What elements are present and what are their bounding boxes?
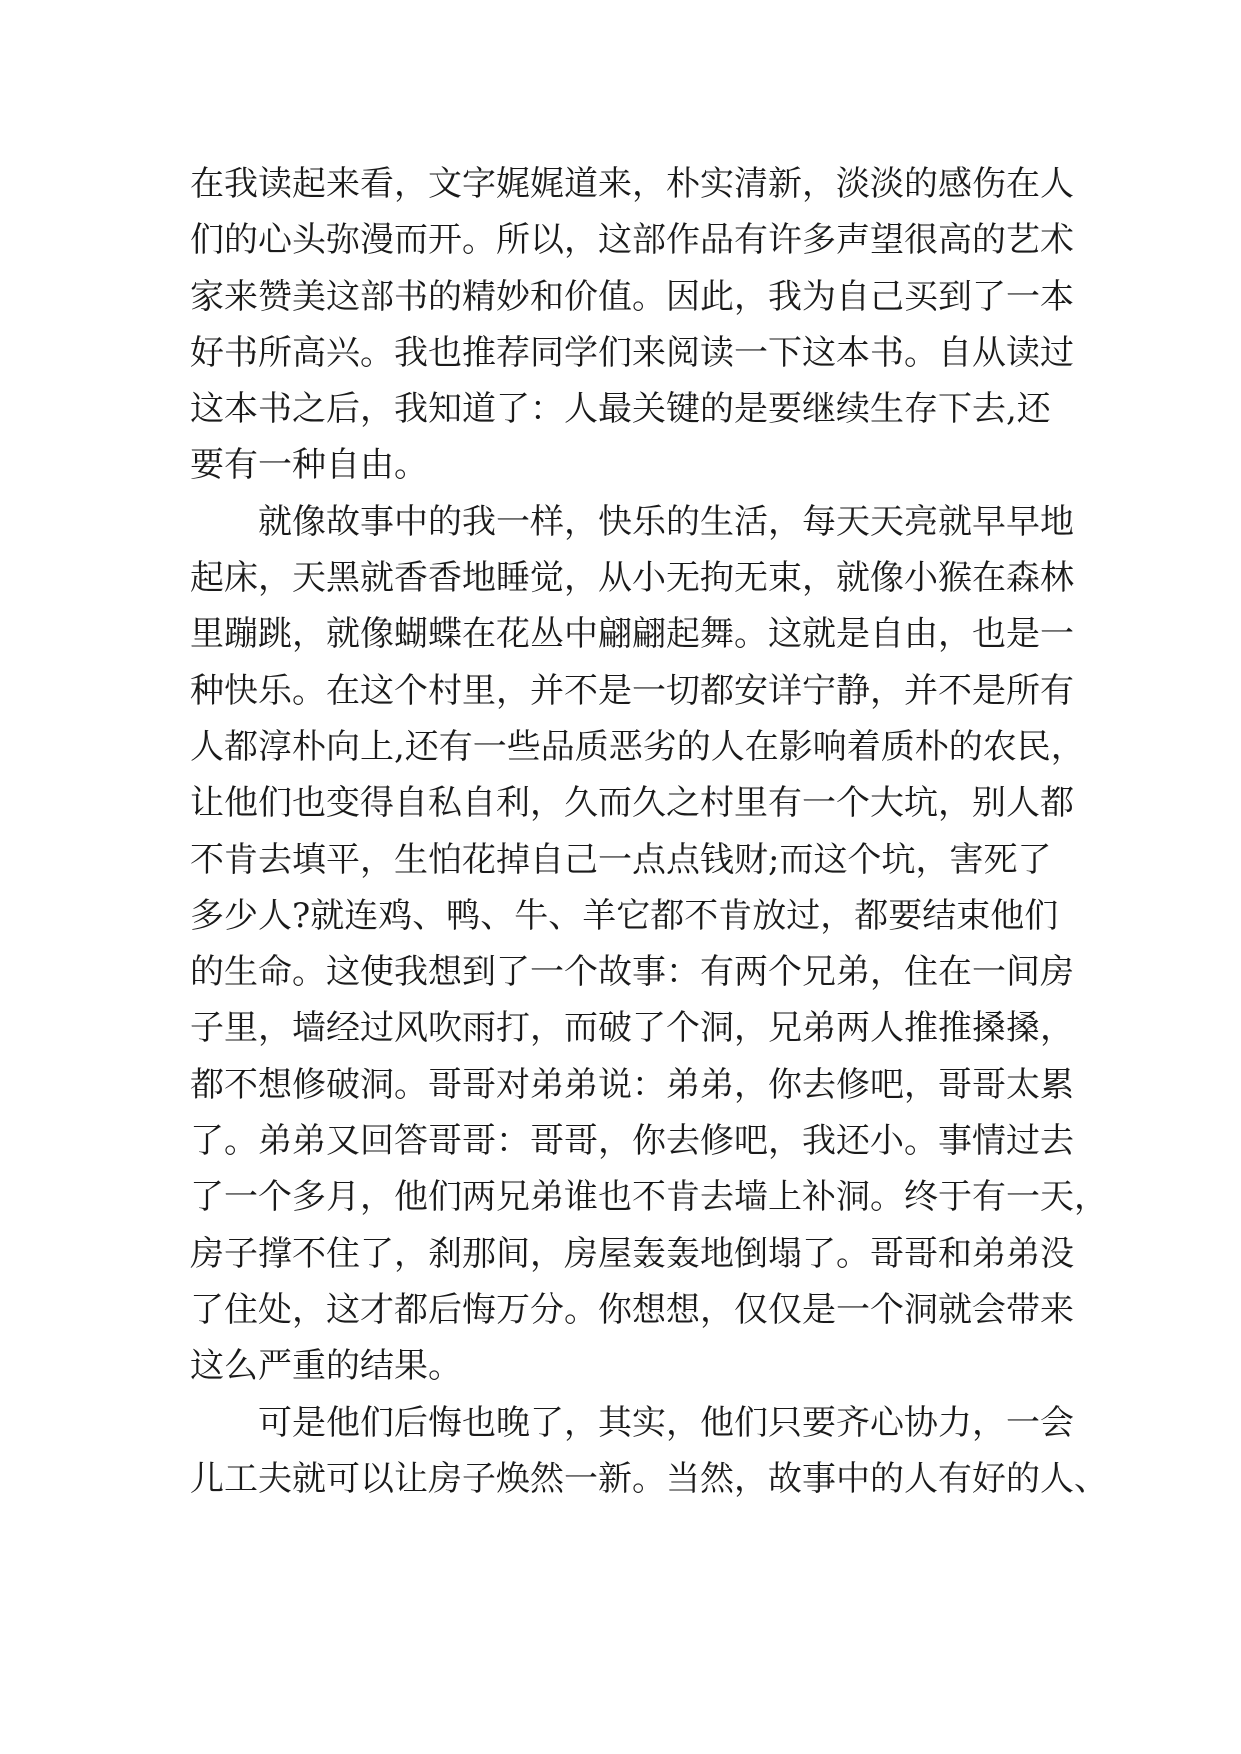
text-line: 这么严重的结果。 [190,1346,462,1387]
text-line: 多少人?就连鸡、鸭、牛、羊它都不肯放过，都要结束他们 [190,895,1059,936]
text-line: 家来赞美这部书的精妙和价值。因此，我为自己买到了一本 [190,276,1074,317]
text-line: 这本书之后，我知道了：人最关键的是要继续生存下去,还 [190,389,1051,430]
text-line: 要有一种自由。 [190,445,428,486]
text-line: 房子撑不住了，刹那间，房屋轰轰地倒塌了。哥哥和弟弟没 [190,1233,1074,1274]
text-line: 了住处，这才都后悔万分。你想想，仅仅是一个洞就会带来 [190,1289,1074,1330]
text-line: 让他们也变得自私自利，久而久之村里有一个大坑，别人都 [190,783,1074,824]
text-line: 种快乐。在这个村里，并不是一切都安详宁静，并不是所有 [190,670,1074,711]
text-line: 儿工夫就可以让房子焕然一新。当然，故事中的人有好的人、 [190,1458,1108,1499]
text-line: 了一个多月，他们两兄弟谁也不肯去墙上补洞。终于有一天， [190,1177,1108,1218]
paragraph-2 [190,494,1108,1395]
text-line: 都不想修破洞。哥哥对弟弟说：弟弟，你去修吧，哥哥太累 [190,1064,1074,1105]
paragraph-3 [190,1395,1108,1508]
text-line: 可是他们后悔也晚了，其实，他们只要齐心协力，一会 [190,1402,1074,1443]
text-line: 起床，天黑就香香地睡觉，从小无拘无束，就像小猴在森林 [190,558,1074,599]
text-line: 们的心头弥漫而开。所以，这部作品有许多声望很高的艺术 [190,220,1074,261]
text-line: 的生命。这使我想到了一个故事：有两个兄弟，住在一间房 [190,952,1074,993]
text-line: 不肯去填平，生怕花掉自己一点点钱财;而这个坑，害死了 [190,839,1052,880]
paragraph-1 [190,156,1074,494]
text-line: 人都淳朴向上,还有一些品质恶劣的人在影响着质朴的农民， [190,726,1085,767]
text-line: 就像故事中的我一样，快乐的生活，每天天亮就早早地 [190,501,1074,542]
text-line: 子里，墙经过风吹雨打，而破了个洞，兄弟两人推推搡搡， [190,1008,1074,1049]
text-line: 里蹦跳，就像蝴蝶在花丛中翩翩起舞。这就是自由，也是一 [190,614,1074,655]
text-line: 好书所高兴。我也推荐同学们来阅读一下这本书。自从读过 [190,332,1074,373]
document-body [190,156,1108,1507]
text-line: 在我读起来看，文字娓娓道来，朴实清新，淡淡的感伤在人 [190,164,1074,204]
text-line: 了。弟弟又回答哥哥：哥哥，你去修吧，我还小。事情过去 [190,1121,1074,1162]
